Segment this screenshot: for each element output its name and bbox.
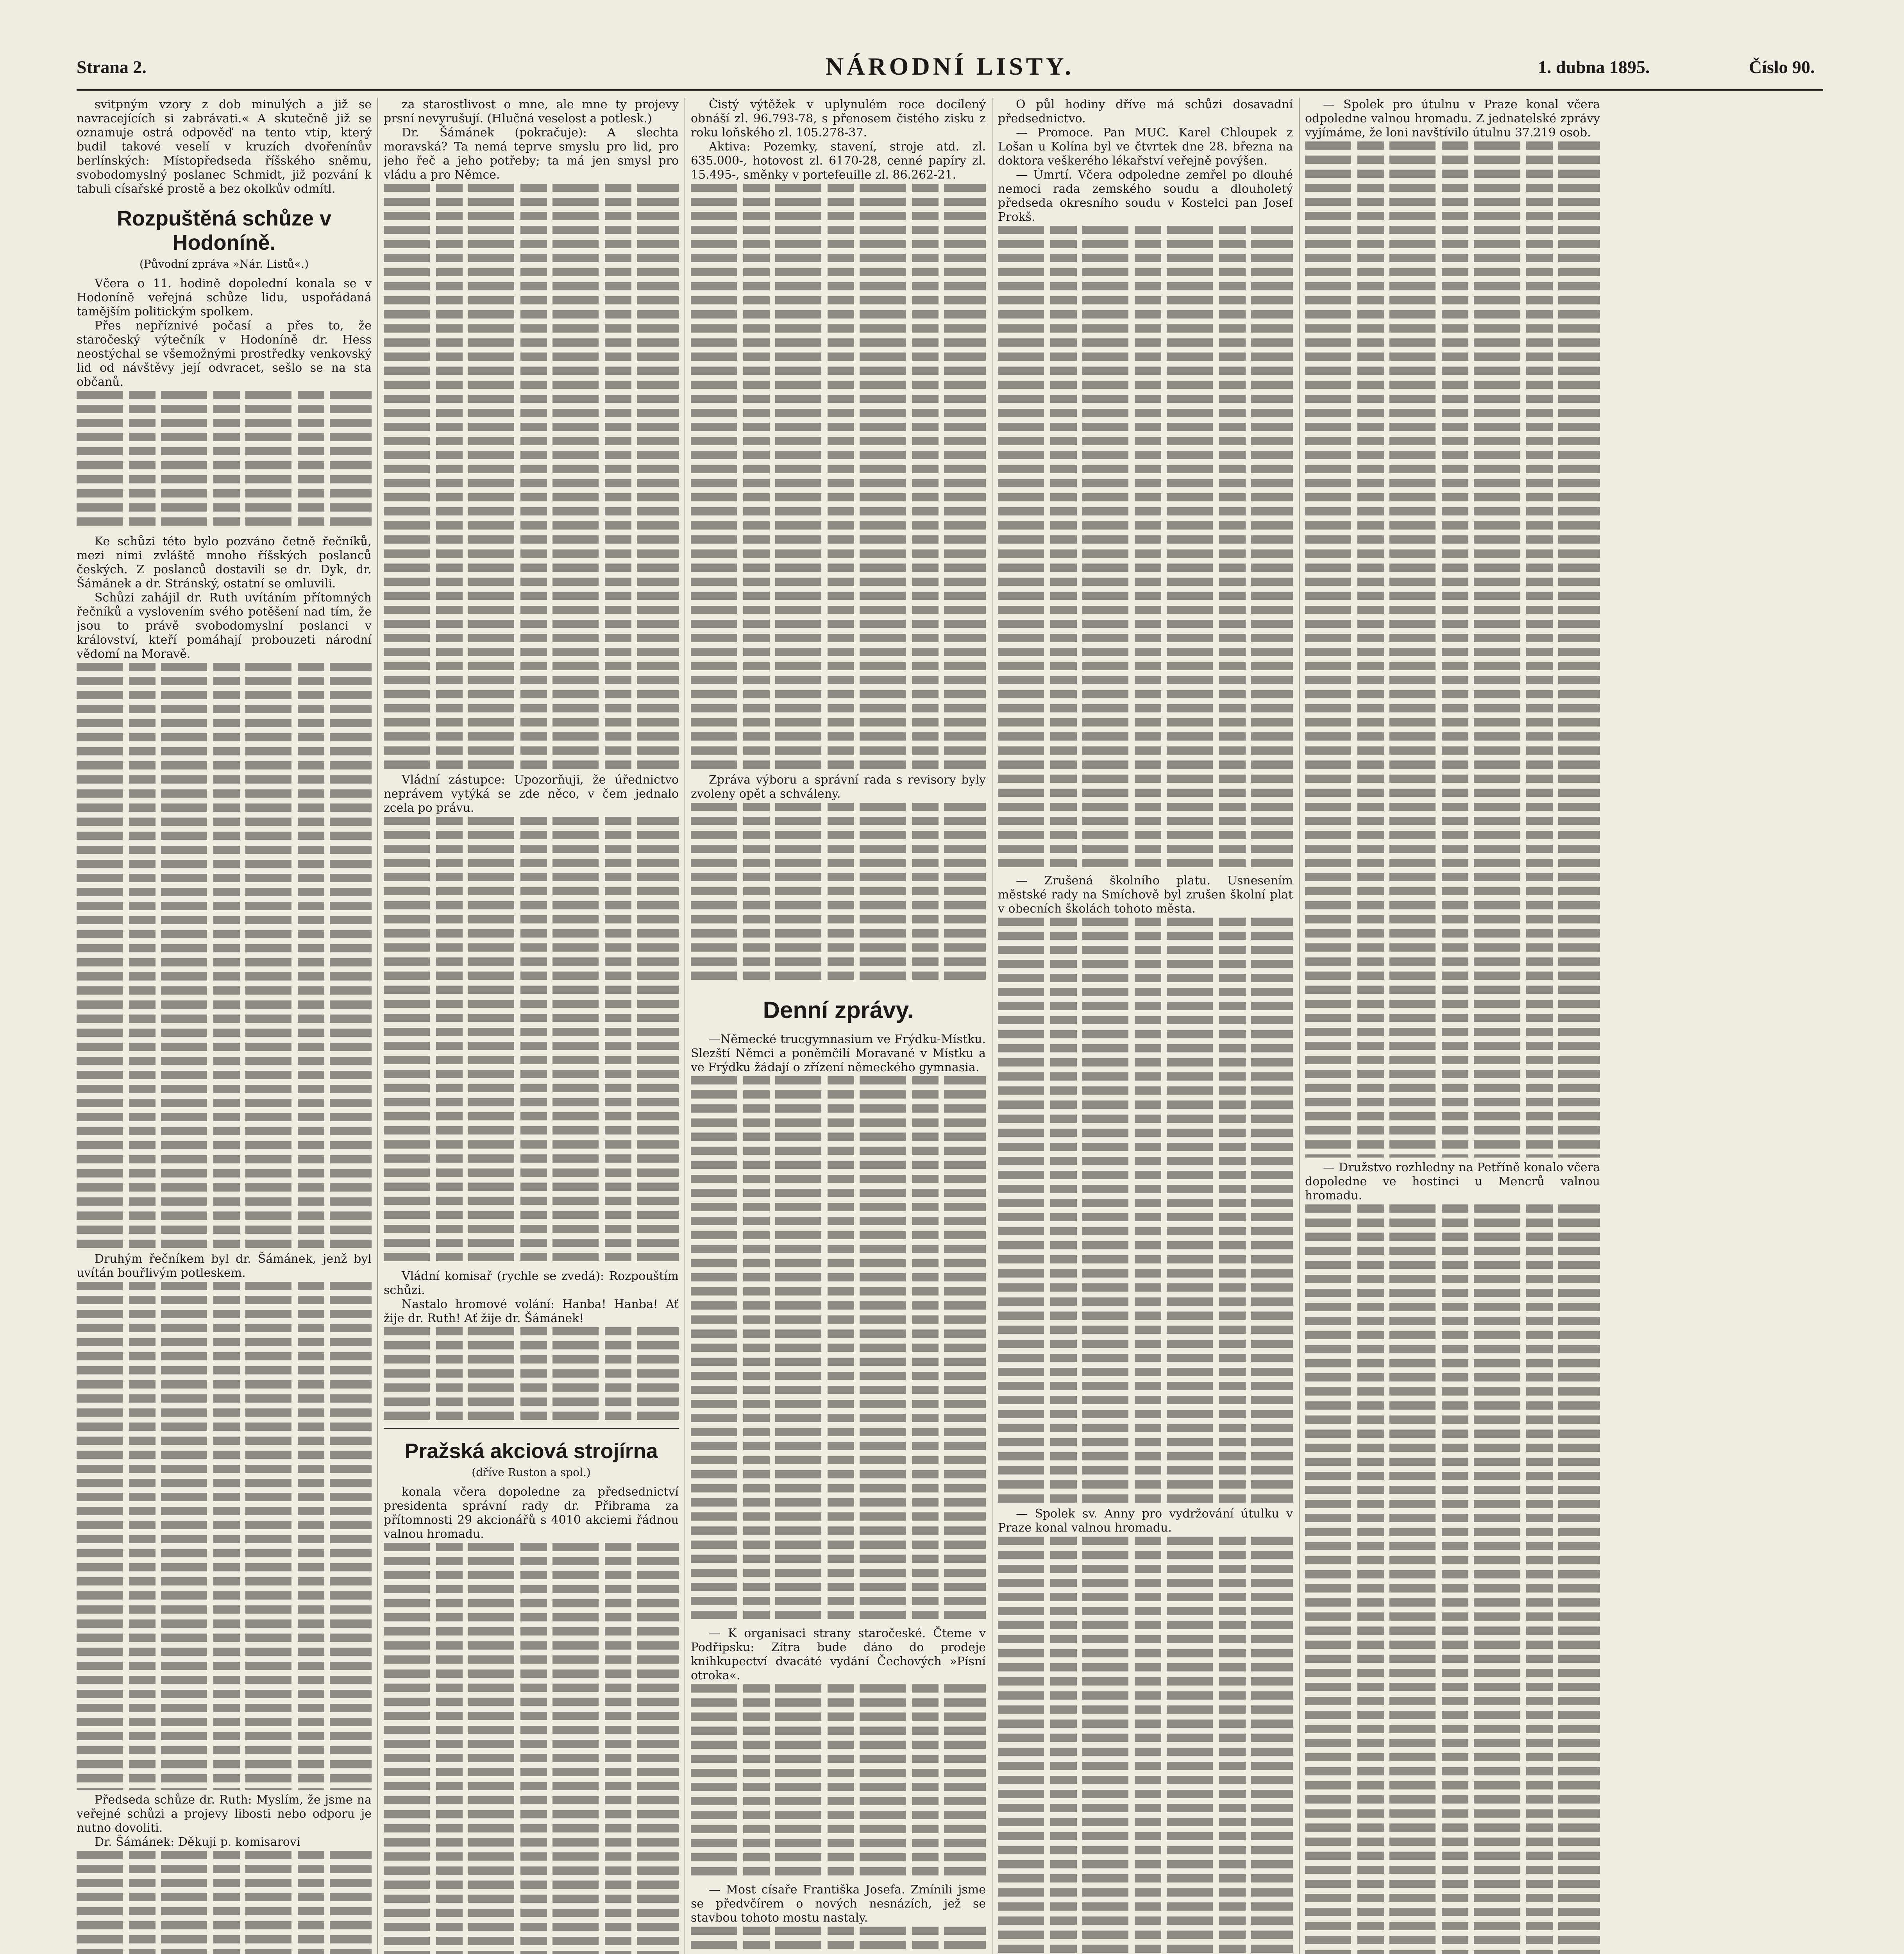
col3-lead: Čistý výtěžek v uplynulém roce docílený obnáší zl. 96.793-78, s přenosem čistého zisku z roku loňského zl. 105.278-37. <box>691 98 986 140</box>
col2-paragraph: Vládní zástupce: Upozorňuji, že úřednictvo neprávem vytýká se zde něco, v čem jednalo zcela po právu. <box>384 773 679 815</box>
col2-lead: za starostlivost o mne, ale mne ty projevy prsní nevyrušují. (Hlučná veselost a potlesk.) <box>384 98 679 125</box>
issue-number: Číslo 90. <box>1749 57 1815 77</box>
section-title: Denní zprávy. <box>763 997 914 1023</box>
text-block <box>384 817 679 1266</box>
text-block <box>691 1927 986 1954</box>
column-divider <box>377 98 378 1954</box>
text-block <box>77 1282 372 1790</box>
col2-paragraph: Vládní komisař (rychle se zvedá): Rozpouštím schůzi. <box>384 1269 679 1297</box>
page-header <box>77 49 1823 88</box>
text-block <box>998 1537 1293 1954</box>
text-block <box>77 1851 372 1954</box>
page-number: Strana 2. <box>77 57 147 77</box>
article-subhead: (Původní zpráva »Nár. Listů«.) <box>139 258 309 270</box>
text-block <box>1305 141 1600 1158</box>
col3-paragraph: — K organisaci strany staročeské. Čteme v Podřipsku: Zítra bude dáno do prodeje knihkupectví dvacáté vydání Čechových »Písní otroka«. <box>691 1627 986 1682</box>
col1-paragraph: Včera o 11. hodině dopolední konala se v Hodoníně veřejná schůze lidu, uspořádaná tamějším politickým spolkem. <box>77 277 372 319</box>
column-4 <box>998 98 1293 1954</box>
col2-paragraph: Nastalo hromové volání: Hanba! Hanba! Ať žije dr. Ruth! Ať žije dr. Šámánek! <box>384 1297 679 1325</box>
header-rule <box>77 89 1823 91</box>
col1-paragraph: Dr. Šámánek: Děkuji p. komisarovi <box>95 1835 300 1849</box>
col1-paragraph: Druhým řečníkem byl dr. Šámánek, jenž byl uvítán bouřlivým potleskem. <box>77 1252 372 1280</box>
col4-paragraph: — Úmrtí. Včera odpoledne zemřel po dlouhé nemoci rada zemského soudu a dlouholetý předseda okresního soudu v Kostelci pan Josef Prokš. <box>998 168 1293 224</box>
col3-paragraph: — Most císaře Františka Josefa. Zmínili jsme se předvčírem o nových nesnázích, jež se stavbou tohoto mostu nastaly. <box>691 1883 986 1925</box>
text-block <box>384 184 679 770</box>
text-block <box>998 918 1293 1504</box>
col1-paragraph: Přes nepříznivé počasí a přes to, že staročeský výtečník v Hodoníně dr. Hess neostýchal se všemožnými prostředky venkovský lid od návštěvy její odvracet, sešlo se na sta občanů. <box>77 319 372 389</box>
article-headline: Pražská akciová strojírna <box>404 1439 658 1463</box>
newspaper-title: NÁRODNÍ LISTY. <box>826 52 1074 80</box>
column-2 <box>384 98 679 1954</box>
text-block <box>691 184 986 770</box>
col4-paragraph: — Promoce. Pan MUC. Karel Chloupek z Lošan u Kolína byl ve čtvrtek dne 28. března na doktora veškerého lékařství veřejně povýšen. <box>998 126 1293 168</box>
col1-paragraph: Ke schůzi této bylo pozváno četně řečníků, mezi nimi zvláště mnoho říšských poslanců českých. Z poslanců dostavili se dr. Dyk, dr. Šámánek a dr. Stránský, ostatní se omluvili. <box>77 535 372 590</box>
article-headline: Rozpuštěná schůze v Hodoníně. <box>116 207 332 254</box>
column-divider <box>1299 98 1300 1954</box>
col2-paragraph: Dr. Šámánek (pokračuje): A slechta moravská? Ta nemá teprve smyslu pro lid, pro jeho řeč a jeho potřeby; ta má jen smysl pro vládu a pro Němce. <box>384 126 679 182</box>
col1-lead: svitpným vzory z dob minulých a již se navracejících si zabrávati.« A skutečně již se oznamuje ostrá odpověď na tento vtip, který budil takové veselí v kruzích dvořenínův berlínských: Místopředseda říšského sněmu, svobodomyslný poslanec Schmidt, již pozvání k tabuli císařské prostě a bez okolkův odmítl. <box>77 98 372 196</box>
col1-paragraph: Předseda schůze dr. Ruth: Myslím, že jsme na veřejné schůzi a projevy libosti nebo odporu je nutno dovoliti. <box>77 1793 372 1835</box>
article-separator <box>384 1428 679 1429</box>
text-block <box>998 226 1293 871</box>
col4-paragraph: — Spolek sv. Anny pro vydržování útulku v Praze konal valnou hromadu. <box>998 1507 1293 1535</box>
col4-lead: O půl hodiny dříve má schůzi dosavadní předsednictvo. <box>998 98 1293 125</box>
issue-date: 1. dubna 1895. <box>1538 57 1650 77</box>
text-block <box>691 1684 986 1880</box>
col5-paragraph: — Družstvo rozhledny na Petříně konalo včera dopoledne ve hostinci u Mencrů valnou hromadu. <box>1305 1161 1600 1202</box>
text-block <box>384 1543 679 1954</box>
column-1 <box>77 98 372 1954</box>
col3-paragraph: Aktiva: Pozemky, stavení, stroje atd. zl. 635.000-, hotovost zl. 6170-28, cenné papíry zl. 15.495-, směnky v portefeuille zl. 86.262-21. <box>691 140 986 182</box>
column-5-inner <box>1305 98 1600 1954</box>
text-block <box>691 1076 986 1623</box>
text-block <box>77 391 372 531</box>
col3-paragraph: —Německé trucgymnasium ve Frýdku-Místku. Slezští Němci a poněmčilí Moravané v Místku a ve Frýdku žádají o zřízení německého gymnasia. <box>691 1032 986 1074</box>
text-block <box>691 803 986 982</box>
col3-paragraph: Zpráva výboru a správní rada s revisory byly zvoleny opět a schváleny. <box>691 773 986 801</box>
column-5 <box>1305 98 1823 1954</box>
text-block <box>384 1327 679 1421</box>
text-block <box>1305 1204 1600 1954</box>
col4-paragraph: — Zrušená školního platu. Usnesením městské rady na Smíchově byl zrušen školní plat v obecních školách tohoto města. <box>998 874 1293 916</box>
col1-paragraph: Schůzi zahájil dr. Ruth uvítáním přítomných řečníků a vyslovením svého potěšení nad tím, že jsou to právě svobodomyslní poslanci v království, kteří pomáhají probouzeti národní vědomí na Moravě. <box>77 591 372 661</box>
col2-paragraph: konala včera dopoledne za předsednictví presidenta správní rady dr. Přibrama za přítomnosti 29 akcionářů s 4010 akciemi řádnou valnou hromadu. <box>384 1485 679 1541</box>
column-3 <box>691 98 986 1954</box>
text-block <box>77 663 372 1249</box>
col5-paragraph: — Spolek pro útulnu v Praze konal včera odpoledne valnou hromadu. Z jednatelské zprávy vyjímáme, že loni navštívilo útulnu 37.219 osob. <box>1305 98 1600 140</box>
article-subhead: (dříve Ruston a spol.) <box>472 1466 591 1479</box>
